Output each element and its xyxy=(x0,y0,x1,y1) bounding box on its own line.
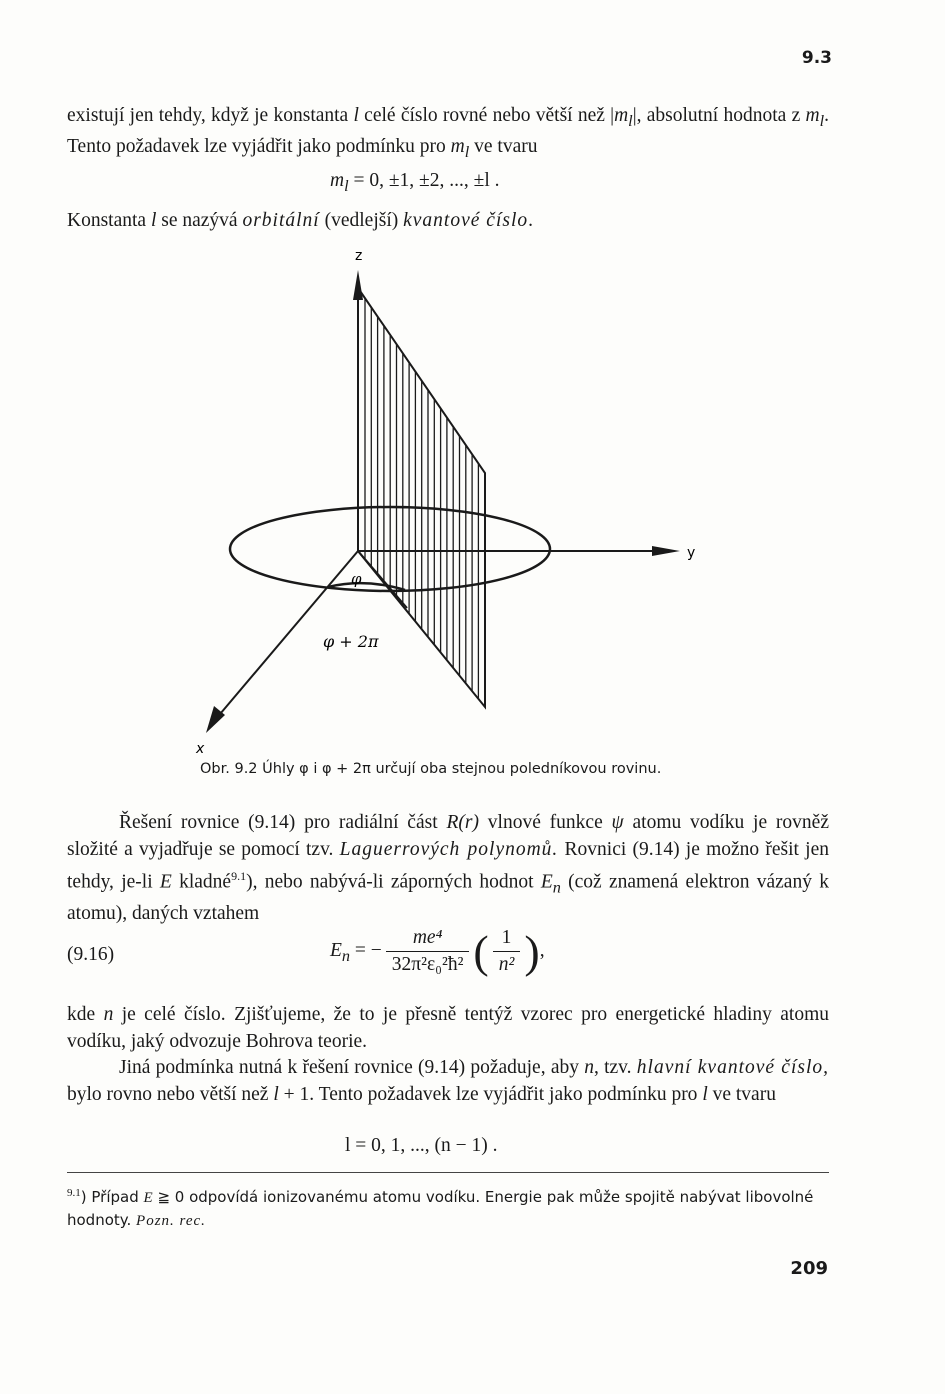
y-arrow-icon xyxy=(652,546,680,556)
angle-label-phi-2pi: φ + 2π xyxy=(323,632,379,651)
paragraph-3: Řešení rovnice (9.14) pro radiální část R(r) vlnové funkce ψ atomu vodíku je rovněž složité a vyjadřuje se pomocí tzv. Laguerrových polynomů. Rovnici (9.14) je možno řešit jen tehdy, je-li E kladné$^{9.1}$), nebo nabývá-li záporných hodnot $E_n$ (což znamená elektron vázaný k atomu), daných vztahem xyxy=(67,812,829,924)
figure-caption: Obr. 9.2 Úhly φ i φ + 2π určují oba stejnou poledníkovou rovinu. xyxy=(200,761,662,777)
footnote-rule xyxy=(67,1172,829,1173)
section-number: 9.3 xyxy=(801,48,832,68)
equation-l: l = 0, 1, ..., (n − 1) . xyxy=(345,1135,498,1156)
equation-label-916: (9.16) xyxy=(67,944,115,965)
equation-ml: $m_l = 0$, ±1, ±2, ..., ±l . xyxy=(330,170,500,195)
paragraph-5: Jiná podmínka nutná k řešení rovnice (9.14) požaduje, aby n, tzv. hlavní kvantové číslo, bylo rovno nebo větší než l + 1. Tento požadavek lze vyjádřit jako podmínku pro l ve tvaru xyxy=(67,1057,830,1105)
fraction-main: $\frac{\text{me⁴}}{\text{32π²ε₀²ħ²}}$ xyxy=(386,925,470,978)
meridian-ray xyxy=(358,551,407,608)
paragraph-1: existují jen tehdy, když je konstanta l celé číslo rovné nebo větší než $|m_l|$, absolutní hodnota z $m_l$. Tento požadavek lze vyjádřit jako podmínku pro $m_l$ ve tvaru xyxy=(67,105,829,162)
figure-meridian-plane xyxy=(180,240,740,760)
page-number: 209 xyxy=(790,1258,828,1279)
equation-916: $E_n$ = − $\frac{\text{me⁴}}{\text{32π²ε₀²ħ²}}$ ( $\frac{1}{\text{n²}}$ ), xyxy=(330,926,545,977)
fraction-paren: $\frac{1}{\text{n²}}$ xyxy=(493,925,521,978)
axis-label-z: z xyxy=(355,248,363,264)
axis-label-y: y xyxy=(687,545,696,561)
z-arrow-icon xyxy=(353,270,363,300)
footnote: $^{9.1}$) Případ E ≧ 0 odpovídá ionizovanému atomu vodíku. Energie pak může spojitě nabývat libovolné hodnoty. Pozn. rec. xyxy=(67,1187,814,1229)
angle-label-phi: φ xyxy=(351,570,362,588)
axis-label-x: x xyxy=(196,741,205,757)
paragraph-2: Konstanta l se nazývá orbitální (vedlejší) kvantové číslo. xyxy=(67,210,533,231)
paragraph-4: kde n je celé číslo. Zjišťujeme, že to je přesně tentýž vzorec pro energetické hladiny atomu vodíku, jaký odvozuje Bohrova teorie. xyxy=(67,1004,830,1052)
